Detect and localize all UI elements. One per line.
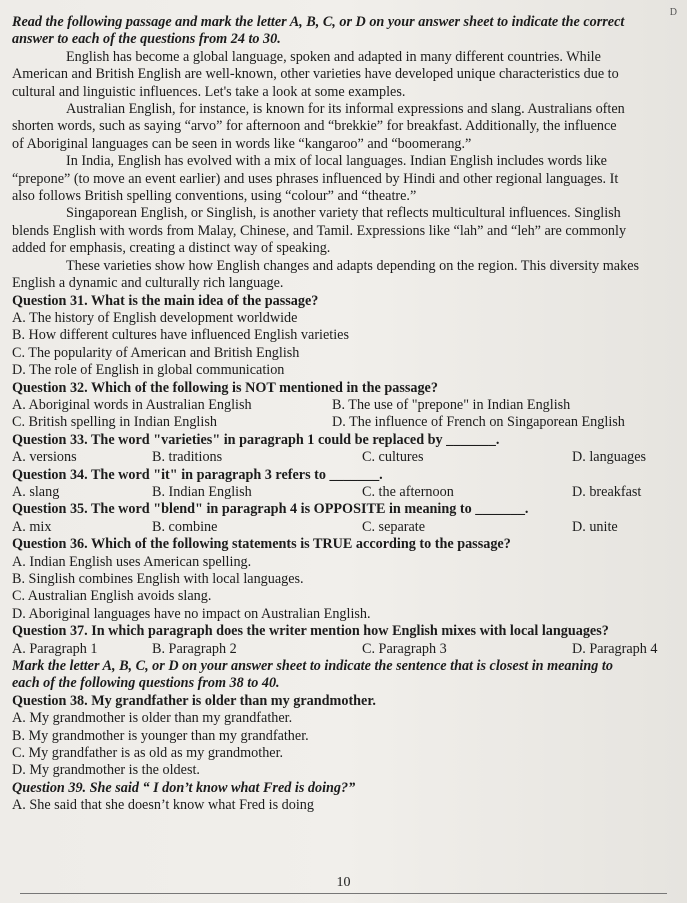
question-34: Question 34. The word "it" in paragraph 3 refers to _______. (12, 466, 383, 483)
option-34a[interactable]: A. slang (12, 483, 60, 500)
option-32c[interactable]: C. British spelling in Indian English (12, 414, 217, 431)
question-33: Question 33. The word "varieties" in paragraph 1 could be replaced by _______. (12, 431, 500, 448)
question-37: Question 37. In which paragraph does the writer mention how English mixes with local languages? (12, 623, 609, 640)
instruction-line-1: Read the following passage and mark the letter A, B, C, or D on your answer sheet to indicate the correct (12, 14, 625, 30)
option-33c[interactable]: C. cultures (362, 449, 424, 466)
option-35c[interactable]: C. separate (362, 518, 426, 535)
option-31c[interactable]: C. The popularity of American and British English (12, 344, 300, 361)
passage-line: “prepone” (to move an event earlier) and uses phrases influenced by Hindi and other regional languages. It (12, 170, 619, 187)
option-32b[interactable]: B. The use of "prepone" in Indian English (332, 396, 571, 413)
option-34c[interactable]: C. the afternoon (362, 483, 454, 500)
question-32: Question 32. Which of the following is NOT mentioned in the passage? (12, 379, 438, 396)
option-31d[interactable]: D. The role of English in global communication (12, 362, 285, 379)
option-36c[interactable]: C. Australian English avoids slang. (12, 588, 212, 605)
question-31: Question 31. What is the main idea of the passage? (12, 292, 319, 309)
option-37b[interactable]: B. Paragraph 2 (152, 640, 237, 657)
question-36: Question 36. Which of the following statements is TRUE according to the passage? (12, 536, 511, 553)
option-32a[interactable]: A. Aboriginal words in Australian English (12, 396, 252, 413)
options-row (12, 449, 675, 466)
option-33d[interactable]: D. languages (572, 449, 647, 466)
option-37c[interactable]: C. Paragraph 3 (362, 640, 447, 657)
passage-line: of Aboriginal languages can be seen in words like “kangaroo” and “boomerang.” (12, 135, 472, 152)
page-number: 10 (336, 875, 351, 890)
option-33a[interactable]: A. versions (12, 449, 77, 466)
options-row (12, 641, 675, 658)
passage-line: Singaporean English, or Singlish, is another variety that reflects multicultural influences. Singlish (66, 205, 621, 222)
passage-line: Australian English, for instance, is known for its informal expressions and slang. Australians often (66, 101, 625, 118)
question-39: Question 39. She said “ I don’t know what Fred is doing?” (12, 779, 356, 796)
option-36d[interactable]: D. Aboriginal languages have no impact on Australian English. (12, 605, 371, 622)
passage-line: cultural and linguistic influences. Let's take a look at some examples. (12, 83, 406, 100)
passage-line: shorten words, such as saying “arvo” for afternoon and “brekkie” for breakfast. Additionally, the influence (12, 118, 617, 135)
passage-line: blends English with words from Malay, Chinese, and Tamil. Expressions like “lah” and “leh” are commonly (12, 222, 627, 239)
option-35a[interactable]: A. mix (12, 518, 52, 535)
passage-line: English has become a global language, spoken and adapted in many different countries. While (66, 48, 601, 65)
passage (12, 49, 675, 293)
option-38a[interactable]: A. My grandmother is older than my grandfather. (12, 710, 293, 727)
option-32d[interactable]: D. The influence of French on Singaporean English (332, 414, 625, 431)
option-33b[interactable]: B. traditions (152, 449, 223, 466)
passage-line: In India, English has evolved with a mix of local languages. Indian English includes words like (66, 153, 607, 170)
instruction-line-2: answer to each of the questions from 24 to 30. (12, 31, 281, 48)
option-35d[interactable]: D. unite (572, 518, 618, 535)
options-row (12, 414, 675, 431)
option-35b[interactable]: B. combine (152, 518, 218, 535)
footer-divider (20, 893, 667, 894)
option-37a[interactable]: A. Paragraph 1 (12, 640, 98, 657)
corner-mark: D (669, 7, 677, 18)
passage-line: English a dynamic and culturally rich language. (12, 275, 284, 292)
option-38b[interactable]: B. My grandmother is younger than my grandfather. (12, 727, 309, 744)
question-35: Question 35. The word "blend" in paragraph 4 is OPPOSITE in meaning to _______. (12, 501, 529, 518)
option-34d[interactable]: D. breakfast (572, 483, 642, 500)
passage-line: also follows British spelling conventions, using “colour” and “theatre.” (12, 188, 417, 205)
option-36b[interactable]: B. Singlish combines English with local languages. (12, 571, 304, 587)
question-38: Question 38. My grandfather is older than my grandmother. (12, 692, 376, 709)
passage-line: added for emphasis, creating a distinct way of speaking. (12, 240, 331, 257)
option-37d[interactable]: D. Paragraph 4 (572, 640, 658, 657)
option-39a[interactable]: A. She said that she doesn’t know what Fred is doing (12, 797, 314, 814)
options-row (12, 397, 675, 414)
option-38d[interactable]: D. My grandmother is the oldest. (12, 762, 200, 779)
option-38c[interactable]: C. My grandfather is as old as my grandmother. (12, 745, 284, 762)
passage-line: These varieties show how English changes and adapts depending on the region. This diversity makes (66, 257, 640, 274)
options-row (12, 519, 675, 536)
option-31b[interactable]: B. How different cultures have influenced English varieties (12, 327, 349, 344)
options-row (12, 484, 675, 501)
section-instruction-1: Mark the letter A, B, C, or D on your answer sheet to indicate the sentence that is closest in meaning to (12, 658, 613, 675)
option-31a[interactable]: A. The history of English development worldwide (12, 309, 298, 326)
option-36a[interactable]: A. Indian English uses American spelling. (12, 553, 252, 570)
section-instruction-2: each of the following questions from 38 to 40. (12, 675, 280, 692)
option-34b[interactable]: B. Indian English (152, 483, 252, 500)
passage-line: American and British English are well-known, other varieties have developed unique characteristics due to (12, 66, 619, 83)
